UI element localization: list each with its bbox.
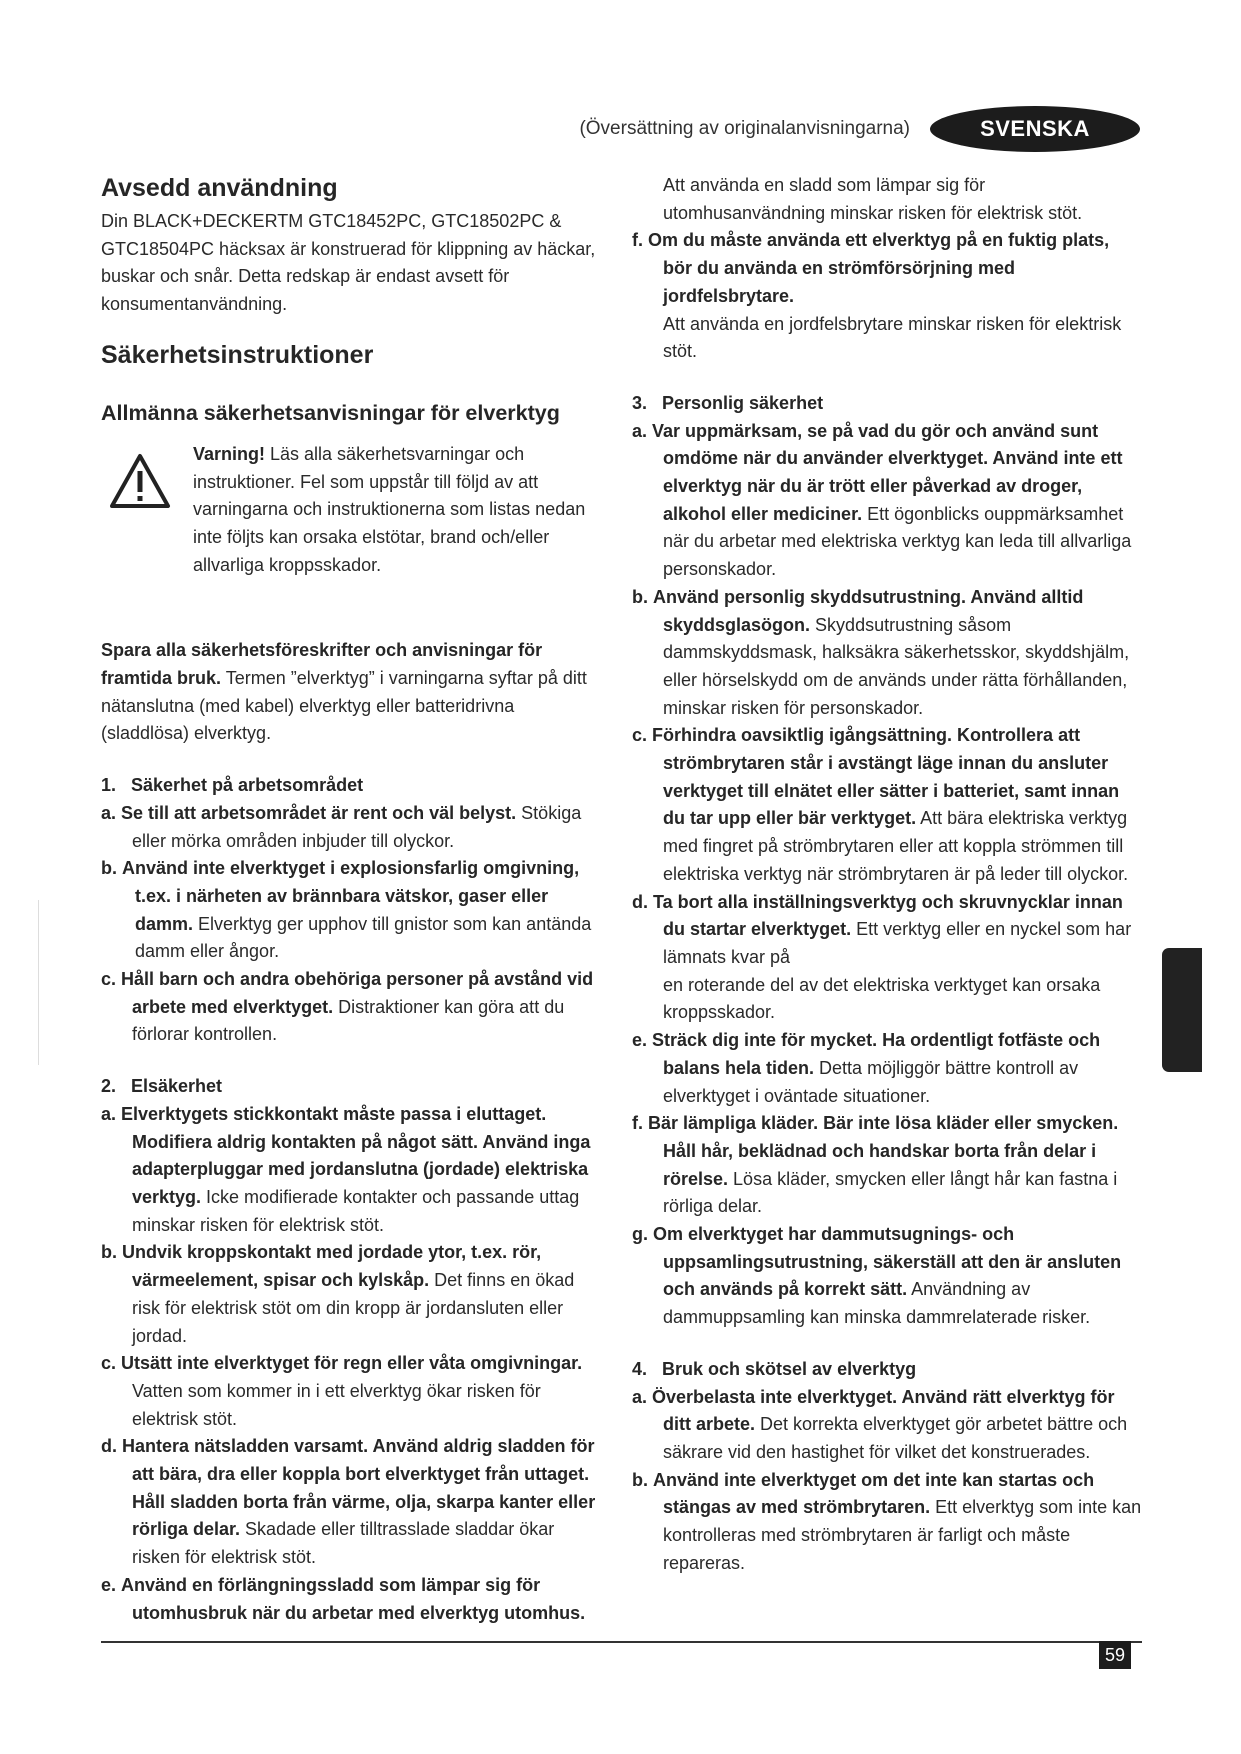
item-f-text: Att använda en jordfelsbrytare minskar risken för elektrisk stöt. [663, 313, 1122, 362]
item-text: Ett ögonblicks ouppmärksamhet när du arbetar med elektriska verktyg kan leda till allvarliga personskador. [663, 503, 1132, 580]
list-item [632, 227, 1142, 310]
item-bold: Förhindra oavsiktlig igångsättning. Kontrollera att strömbrytaren står i avstängt läge innan du ansluter verktyget till elnätet eller sätter i batteriet, samt innan du tar upp eller bär verktyget. [652, 725, 1120, 829]
side-thumb-tab [1162, 948, 1202, 1072]
list-item [632, 1110, 1142, 1221]
header-note: (Översättning av originalanvisningarna) [579, 118, 910, 139]
heading-intended-use: Avsedd användning [101, 174, 338, 202]
list-item [101, 1239, 606, 1350]
warning-body: Läs alla säkerhetsvarningar och instruktioner. Fel som uppstår till följd av att varningarna och instruktionerna som listas nedan inte följts kan orsaka elstötar, brand och/eller allvarliga kroppsskador. [193, 443, 586, 575]
item-text: Ett verktyg eller en nyckel som har lämnats kvar på en roterande del av det elektriska verktyget kan orsaka kroppsskador. [663, 919, 1132, 1023]
item-text: Elverktyg ger upphov till gnistor som kan antända damm eller ångor. [135, 913, 592, 962]
item-letter: c. [101, 1353, 117, 1374]
item-bold: Om du måste använda ett elverktyg på en fuktig plats, bör du använda en strömförsörjning med jordfelsbrytare. [648, 230, 1110, 306]
save-bold: Spara alla säkerhetsföreskrifter och anvisningar för framtida bruk. [101, 640, 543, 689]
list-item [101, 855, 606, 966]
section-4-number: 4. [632, 1358, 648, 1379]
item-text: Det korrekta elverktyget gör arbetet bättre och säkrare vid den hastighet för vilket det konstruerades. [663, 1414, 1128, 1462]
item-text: Det finns en ökad risk för elektrisk stöt om din kropp är jordansluten eller jordad. [132, 1270, 575, 1346]
language-tab: SVENSKA [930, 106, 1140, 152]
item-letter: d. [632, 891, 648, 912]
right-column [632, 172, 1142, 1577]
item-bold: Ta bort alla inställningsverktyg och skruvnycklar innan du startar elverktyget. [653, 891, 1123, 940]
section-4-title: Bruk och skötsel av elverktyg [662, 1358, 917, 1379]
intended-use-text: Din BLACK+DECKERTM GTC18452PC, GTC18502PC & GTC18504PC häcksax är konstruerad för klippning av häckar, buskar och snår. Detta redskap är endast avsett för konsumentanvändning. [101, 211, 596, 315]
item-text: Distraktioner kan göra att du förlorar kontrollen. [132, 996, 565, 1045]
item-letter: f. [632, 1113, 643, 1134]
list-item [101, 1433, 606, 1572]
item-text: Lösa kläder, smycken eller långt hår kan fastna i rörliga delar. [663, 1168, 1118, 1217]
item-text: Vatten som kommer in i ett elverktyg ökar risken för elektrisk stöt. [132, 1380, 541, 1429]
item-bold: Bär lämpliga kläder. Bär inte lösa kläder eller smycken. Håll hår, beklädnad och handskar borta från delar i rörelse. [648, 1113, 1119, 1189]
save-body: Termen ”elverktyg” i varningarna syftar på ditt nätanslutna (med kabel) elverktyg eller batteridrivna (sladdlösa) elverktyg. [101, 668, 587, 744]
continuation-text: Att använda en sladd som lämpar sig för utomhusanvändning minskar risken för elektrisk stöt. [663, 175, 1083, 223]
section-1-title: Säkerhet på arbetsområdet [131, 775, 364, 796]
item-text: Detta möjliggör bättre kontroll av elverktyget i oväntade situationer. [663, 1057, 1079, 1106]
item-bold: Se till att arbetsområdet är rent och väl belyst. [121, 802, 517, 823]
save-instructions [101, 637, 606, 748]
list-item [632, 1027, 1142, 1110]
footer-rule [101, 1641, 1142, 1643]
section-2-title: Elsäkerhet [131, 1076, 223, 1097]
item-letter: c. [101, 969, 117, 990]
page-number: 59 [1099, 1641, 1131, 1669]
section-1-heading [101, 772, 606, 800]
section-1-number: 1. [101, 775, 117, 796]
item-text: Skadade eller tilltrasslade sladdar ökar risken för elektrisk stöt. [132, 1519, 555, 1568]
item-bold: Undvik kroppskontakt med jordade ytor, t.ex. rör, värmeelement, spisar och kylskåp. [122, 1242, 542, 1291]
item-bold: Utsätt inte elverktyget för regn eller våta omgivningar. [121, 1353, 583, 1374]
list-item [632, 1467, 1142, 1578]
item-bold: Överbelasta inte elverktyget. Använd rätt elverktyg för ditt arbete. [652, 1386, 1115, 1435]
item-text: Ett elverktyg som inte kan kontrolleras med strömbrytaren är farligt och måste repareras. [663, 1497, 1142, 1573]
item-letter: e. [101, 1574, 117, 1595]
item-letter: d. [101, 1436, 117, 1457]
item-letter: b. [632, 1469, 648, 1490]
section-2-heading [101, 1073, 606, 1101]
item-bold: Elverktygets stickkontakt måste passa i eluttaget. Modifiera aldrig kontakten på något sätt. Använd inga adapterpluggar med jordanslutna (jordade) elektriska verktyg. [121, 1103, 591, 1207]
list-item [101, 1101, 606, 1240]
list-item [101, 800, 606, 855]
warning-text [193, 441, 606, 580]
item-bold: Använd inte elverktyget i explosionsfarlig omgivning, t.ex. i närheten av brännbara vätskor, gaser eller damm. [122, 858, 580, 934]
list-item [632, 889, 1142, 1028]
section-3-number: 3. [632, 392, 648, 413]
list-item [101, 1350, 606, 1433]
left-column [101, 172, 606, 1627]
list-item [632, 1221, 1142, 1332]
item-bold: Om elverktyget har dammutsugnings- och uppsamlingsutrustning, säkerställ att den är ansluten och används på korrekt sätt. [653, 1224, 1122, 1300]
list-item [632, 418, 1142, 584]
heading-safety: Säkerhetsinstruktioner [101, 340, 374, 369]
list-item [101, 966, 606, 1049]
item-text: Användning av dammuppsamling kan minska dammrelaterade risker. [663, 1279, 1091, 1328]
item-bold: Håll barn och andra obehöriga personer på avstånd vid arbete med elverktyget. [121, 969, 594, 1017]
list-item [632, 1384, 1142, 1467]
item-letter: a. [101, 802, 117, 823]
item-letter: b. [101, 858, 117, 879]
item-letter: g. [632, 1224, 648, 1245]
item-letter: a. [101, 1103, 117, 1124]
item-bold: Var uppmärksam, se på vad du gör och använd sunt omdöme när du använder elverktyget. Använd inte ett elverktyg när du är trött eller påverkad av droger, alkohol eller mediciner. [652, 420, 1123, 524]
section-2-number: 2. [101, 1076, 117, 1097]
warning-block [101, 441, 606, 580]
warning-triangle-icon [109, 453, 171, 509]
item-letter: a. [632, 420, 648, 441]
section-4-heading [632, 1356, 1142, 1384]
item-bold: Använd personlig skyddsutrustning. Använd alltid skyddsglasögon. [653, 586, 1084, 635]
margin-mark [38, 900, 39, 1065]
list-item [101, 1572, 606, 1627]
list-item [632, 722, 1142, 888]
warning-label: Varning! [193, 443, 266, 464]
item-letter: c. [632, 725, 648, 746]
item-text: Att bära elektriska verktyg med fingret på strömbrytaren eller att koppla strömmen till elektriska verktyg när strömbrytaren är på leder till olyckor. [663, 808, 1129, 884]
list-item [632, 584, 1142, 723]
item-bold: Sträck dig inte för mycket. Ha ordentligt fotfäste och balans hela tiden. [652, 1030, 1101, 1078]
item-letter: b. [632, 586, 648, 607]
item-bold: Använd inte elverktyget om det inte kan startas och stängas av med strömbrytaren. [653, 1469, 1095, 1518]
item-letter: b. [101, 1242, 117, 1263]
item-text: Icke modifierade kontakter och passande uttag minskar risken för elektrisk stöt. [132, 1186, 580, 1235]
item-letter: e. [632, 1030, 648, 1051]
item-letter: f. [632, 230, 643, 251]
item-bold: Använd en förlängningssladd som lämpar sig för utomhusbruk när du arbetar med elverktyg utomhus. [121, 1574, 586, 1623]
item-letter: a. [632, 1386, 648, 1407]
section-3-title: Personlig säkerhet [662, 392, 824, 413]
heading-general-safety: Allmänna säkerhetsanvisningar för elverktyg [101, 400, 560, 425]
item-text: Skyddsutrustning såsom dammskyddsmask, halksäkra säkerhetsskor, skyddshjälm, eller hörselskydd om de används under rätta förhållanden, minskar risken för personskador. [663, 614, 1130, 718]
item-bold: Hantera nätsladden varsamt. Använd aldrig sladden för att bära, dra eller koppla bort elverktyget från uttaget. Håll sladden borta från värme, olja, skarpa kanter eller rörliga delar. [122, 1436, 596, 1540]
item-text: Stökiga eller mörka områden inbjuder till olyckor. [132, 802, 582, 851]
section-3-heading [632, 390, 1142, 418]
